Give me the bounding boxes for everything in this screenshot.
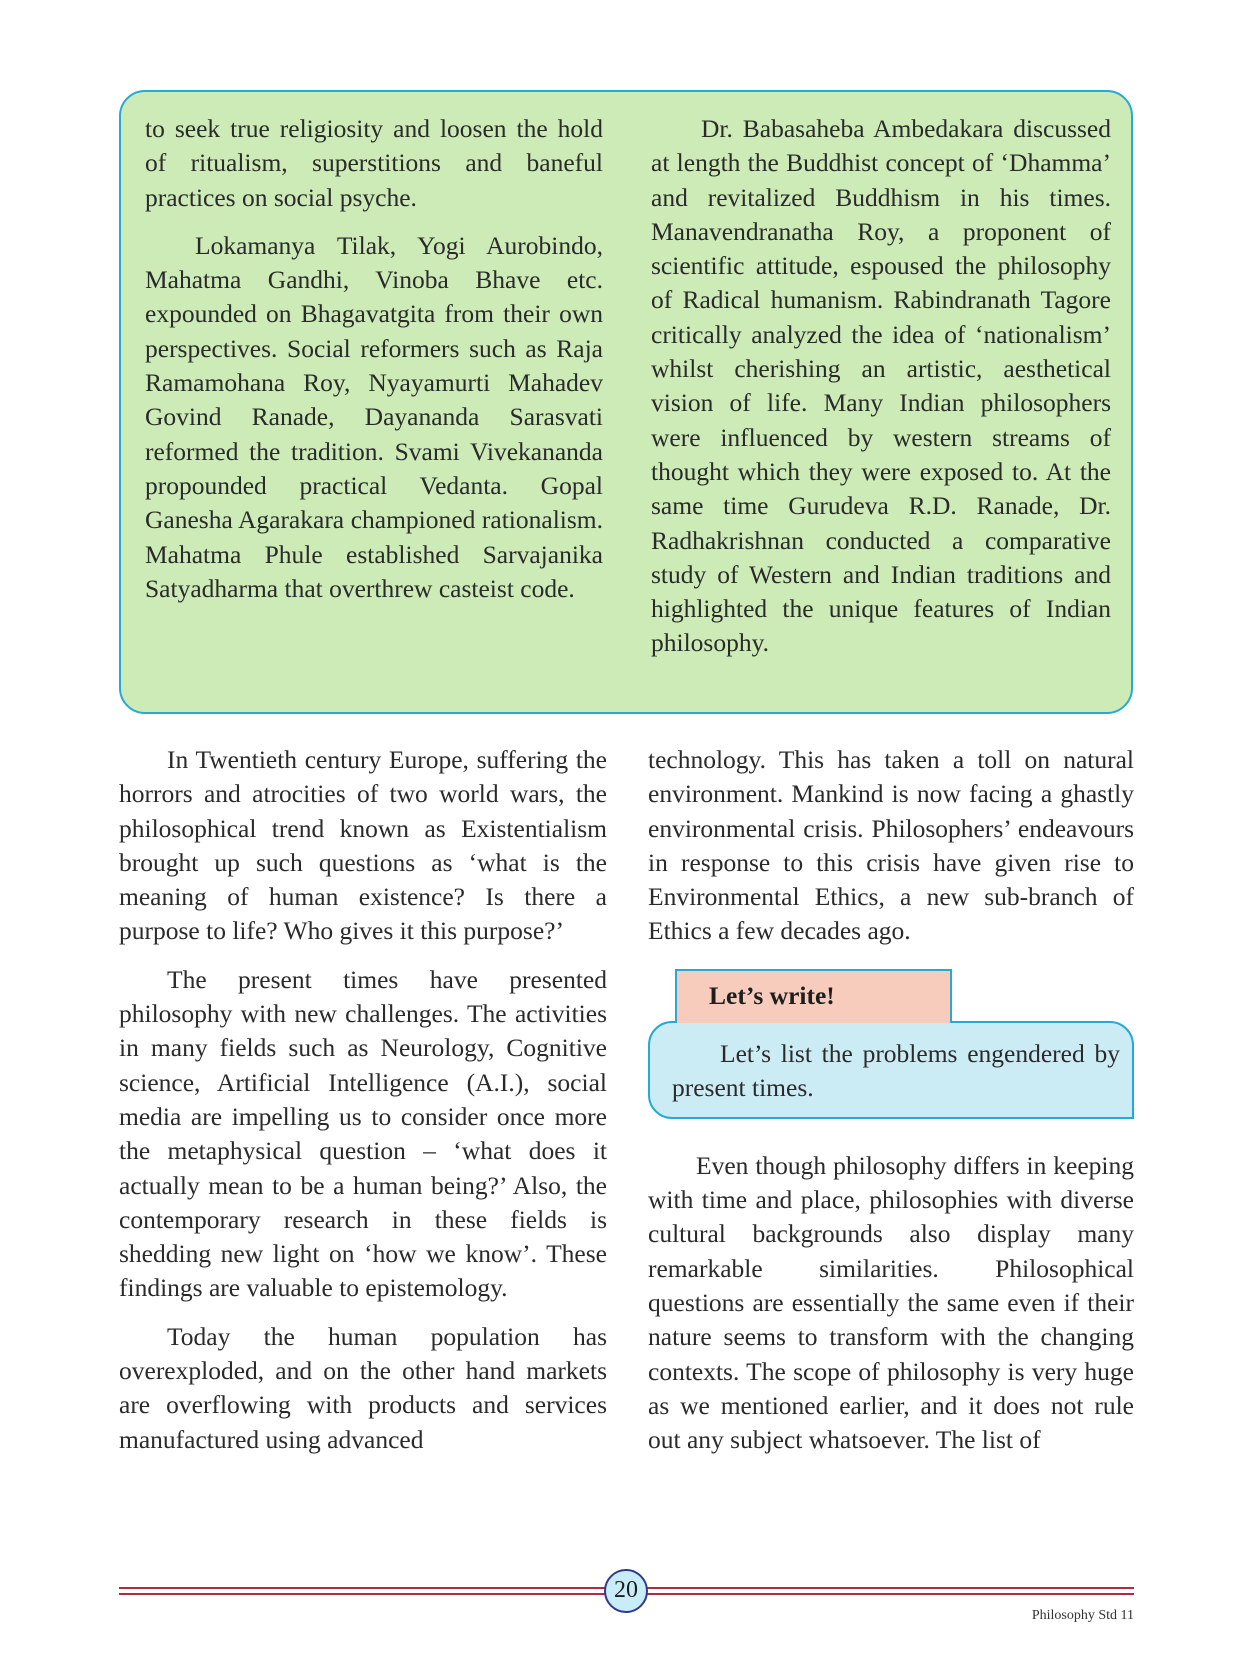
- highlight-box-left-column: [145, 112, 603, 606]
- highlight-box: [119, 90, 1133, 714]
- page-number: 20: [604, 1569, 648, 1613]
- highlight-box-right-column: [651, 112, 1111, 661]
- left-column: [119, 743, 607, 1457]
- lets-write-box: [648, 1021, 1134, 1119]
- paragraph: to seek true religiosity and loosen the hold of ritualism, superstitions and baneful practices on social psyche.: [145, 114, 603, 212]
- paragraph: Lokamanya Tilak, Yogi Aurobindo, Mahatma Gandhi, Vinoba Bhave etc. expounded on Bhagavatgita from their own perspectives. Social reformers such as Raja Ramamohana Roy, Nyayamurti Mahadev Govind Ranade, Dayananda Sarasvati reformed the tradition. Svami Vivekananda propounded practical Vedanta. Gopal Ganesha Agarakara championed rationalism. Mahatma Phule established Sarvajanika Satyadharma that overthrew casteist code.: [145, 230, 603, 603]
- paragraph: Even though philosophy differs in keeping with time and place, philosophies with diverse cultural backgrounds also display many remarkable similarities. Philosophical questions are essentially the same even if their nature seems to transform with the changing contexts. The scope of philosophy is very huge as we mentioned earlier, and it does not rule out any subject whatsoever. The list of: [648, 1150, 1134, 1455]
- paragraph: The present times have presented philosophy with new challenges. The activities in many fields such as Neurology, Cognitive science, Artificial Intelligence (A.I.), social media are impelling us to consider once more the metaphysical question – ‘what does it actually mean to be a human being?’ Also, the contemporary research in these fields is shedding new light on ‘how we know’. These findings are valuable to epistemology.: [119, 964, 607, 1303]
- footer-label: Philosophy Std 11: [1031, 1608, 1134, 1623]
- paragraph: Today the human population has overexploded, and on the other hand markets are overflowing with products and services manufactured using advanced: [119, 1321, 607, 1454]
- paragraph: technology. This has taken a toll on natural environment. Mankind is now facing a ghastly environmental crisis. Philosophers’ endeavours in response to this crisis have given rise to Environmental Ethics, a new sub-branch of Ethics a few decades ago.: [648, 745, 1134, 946]
- lets-write-text: Let’s list the problems engendered by present times.: [672, 1038, 1120, 1103]
- right-column: [648, 743, 1134, 1457]
- paragraph: Dr. Babasaheba Ambedakara discussed at length the Buddhist concept of ‘Dhamma’ and revitalized Buddhism in his times. Manavendranatha Roy, a proponent of scientific attitude, espoused the philosophy of Radical humanism. Rabindranath Tagore critically analyzed the idea of ‘nationalism’ whilst cherishing an artistic, aesthetical vision of life. Many Indian philosophers were influenced by western streams of thought which they were exposed to. At the same time Gurudeva R.D. Ranade, Dr. Radhakrishnan conducted a comparative study of Western and Indian traditions and highlighted the unique features of Indian philosophy.: [651, 114, 1111, 658]
- lets-write-activity: [648, 969, 1134, 1119]
- paragraph: In Twentieth century Europe, suffering the horrors and atrocities of two world wars, the philosophical trend known as Existentialism brought up such questions as ‘what is the meaning of human existence? Is there a purpose to life? Who gives it this purpose?’: [119, 745, 607, 946]
- lets-write-title: Let’s write!: [675, 969, 952, 1023]
